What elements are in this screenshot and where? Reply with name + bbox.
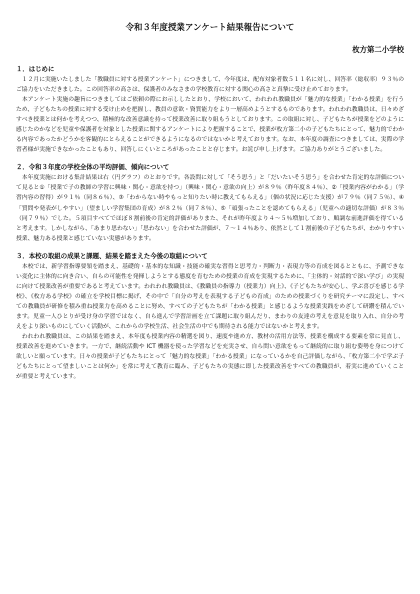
- section-heading: ３．本校の取組の成果と課題、結果を踏まえた今後の取組について: [16, 251, 208, 260]
- section-introduction: [16, 64, 404, 155]
- section-heading: １．はじめに: [16, 65, 55, 73]
- section-evaluation-trends: [16, 162, 404, 243]
- paragraph: 本年度実施における集計結果は右（円グラフ）のとおりです。各設問に対して「そう思う」と「だいたいそう思う」を合わせた肯定的な評価について見ると①「授業で子の教師の学習に興味・関心・意欲を持つ」（興味・関心・意欲の向上）が８９％（昨年度８４％）、②「授業内容がわかる」（学習内容の習得）が９１％（同８６％）、③「わからない時やもっと知りたい時に教えてもらえる」（個の状況に応じた支援）が７９％（同７５％）、④「質問や発表がしやすい」（望ましい学習集団の育成）が８２％（同７８％）、⑤「頑張ったことを認めてもらえる」（児童への適切な評価）が８３％（同７９％）でした。５項目すべてでほぼ８割前後の肯定的評価がありまた、それが昨年度より４～５％増加しており、順調な前進評価を得ていると考えます。しかしながら、「あまり思わない」「思わない」を合わせた評価が、７～１４％あり、依然として１割前後の子どもたちが、わかりやすい授業、魅力ある授業と感じていない実態があります。: [16, 175, 404, 242]
- section-results-and-future: [16, 251, 404, 383]
- paragraph: 本アンケート実施の趣旨につきましてはご依頼の際にお示ししたとおり、学校において、われわれ教職員が「魅力的な授業」「わかる授業」を行うため、子どもたちの授業に対する受け止めを把握し、教員の意欲・資質能力をより一層高めようとするものであります。われわれ教職員は、日々めざすべき授業とは何かを考えつつ、積極的な改善意識を持って授業改善に取り組もうとしております。この取組に対し、子どもたちが授業をどのように感じたのかなどを児童や保護者を対象とした授業に関するアンケートにより把握することで、授業が枚方第二小の子どもたちにとって、魅力的でわかる内容であったかどうかを客観的にとらえることができるようになるのではないかと考えております。なお、本年度の調査につきましては、実際の学習者様が実施できなかったこともあり、回答しにくいところがあったことと存じます。お詫び申し上げます。ご協力ありがとうございました。: [16, 97, 404, 154]
- section-heading: ２．令和３年度の学校全体の平均評価、傾向について: [16, 163, 170, 172]
- document-title: 令和３年度授業アンケート結果報告について: [125, 22, 295, 32]
- school-name: 枚方第二小学校: [352, 45, 404, 54]
- paragraph: 本校では、新学習指導要領を踏まえ、基礎的・基本的な知識・技能の確実な習得と思考力・判断力・表現力等の育成を図るとともに、予測できない変化に主体的に向き合い、自らの可能性を発揮しようとする態度を育むための授業の育成を実現するために、「主体的・対話的で深い学び」の実現に向けて授業改善が重要であると考えています。われわれ教職員は、《教職員の指導力（授業力）向上》、《子どもたちが安心し、学ぶ喜びを感じる学校》、《枚方ある学校》の確立を学校目標に掲げ、その中で「自分の考えを表現する子どもの育成」のための授業づくりを研究テーマに設定し、すべての教職員が研修を積み重ね授業力を高めることに努め、すべての子どもたちが「わかる授業」と感じるような授業実践をめざして研鑽を積んでいます。児童一人ひとりが受け身の学習ではなく、自ら進んで学習計画を立て課題に取り組んだり、まわりの友達の考えを意見を取り入れ、自分の考えをより深いものにしていく活動が、これからの学校生活、社会生活の中でも期待される能力ではないかと考えます。: [16, 263, 404, 330]
- paragraph: １２月に実施いたしました「教職員に対する授業アンケート」につきまして、今年度は、配布対象者数５１１名に対し、回答率（総収率）９３％のご協力をいただきました。この回答率の高さは、保護者のみなさまの学校教育に対する関心の高さと真摯に受け止めております。: [16, 77, 404, 94]
- paragraph: われわれ教職員は、この結果を踏まえ、本年度も授業内容の精選を図り、速度や進め方、教材の活用方法等、授業を構成する要素を常に見直し、授業改善を進めていきます。一方で、継続活動や ICT 機器を使った学習などを充実させ、自ら問い意欲をもって継続的に取り組む姿勢を身につけて欲しいと願っています。日々の授業が子どもたちにとって「魅力的な授業」「わかる授業」になっているかを自己評価しながら、「枚方第二小で学ぶ子どもたちにとって望ましいことは何か」を常に考えて教育に臨み、子どもたちの実態に即した授業改善をすべての教職員が、着実に進めていくことが重要と考えています。: [16, 334, 404, 381]
